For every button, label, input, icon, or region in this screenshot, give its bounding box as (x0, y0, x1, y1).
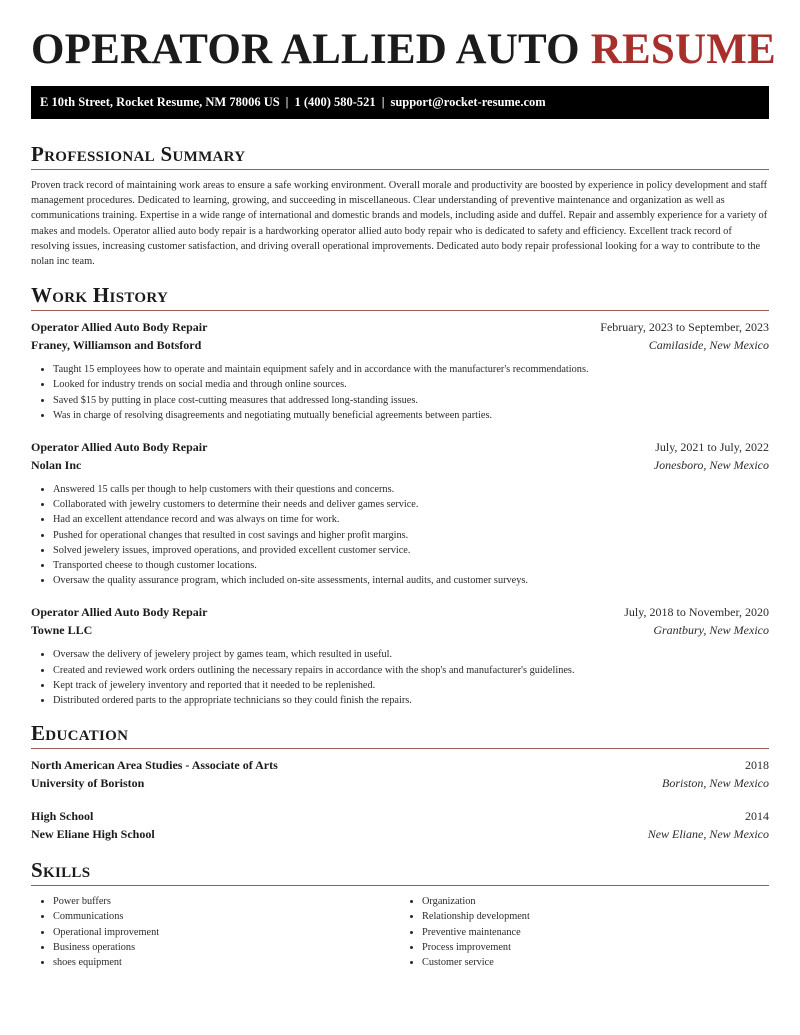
list-item: • Kept track of jewelery inventory and reported that it needed to be replenished. (53, 678, 769, 693)
job-bullets (31, 482, 769, 588)
contact-address: E 10th Street, Rocket Resume, NM 78006 US (40, 95, 280, 109)
job-title-row (31, 603, 769, 621)
education-degree-row (31, 807, 769, 825)
skills-list-left (31, 894, 400, 970)
job-title-row (31, 318, 769, 336)
education-location: Boriston, New Mexico (662, 776, 769, 791)
education-degree: North American Area Studies - Associate of Arts (31, 758, 278, 773)
education-entry (31, 756, 769, 792)
title-accent: RESUME (590, 26, 776, 73)
job-location: Jonesboro, New Mexico (653, 458, 769, 473)
summary-heading: Professional Summary (31, 141, 769, 170)
job-dates: July, 2018 to November, 2020 (624, 605, 769, 620)
skill-item: • Customer service (422, 955, 769, 970)
education-heading: Education (31, 720, 769, 749)
work-history-section (31, 282, 769, 708)
education-degree: High School (31, 809, 94, 824)
list-item: • Had an excellent attendance record and was always on time for work. (53, 512, 769, 527)
skills-columns (31, 894, 769, 970)
list-item: • Looked for industry trends on social media and through online sources. (53, 377, 769, 392)
skills-section (31, 857, 769, 970)
skill-item: • Power buffers (53, 894, 400, 909)
skills-list-right (400, 894, 769, 970)
summary-section (31, 141, 769, 269)
job-bullets (31, 362, 769, 423)
contact-email[interactable]: support@rocket-resume.com (390, 95, 546, 109)
job-title: Operator Allied Auto Body Repair (31, 320, 208, 335)
education-year: 2018 (745, 758, 769, 773)
skill-item: • Operational improvement (53, 925, 400, 940)
skill-item: • Process improvement (422, 940, 769, 955)
list-item: • Saved $15 by putting in place cost-cutting measures that addressed long-standing issues. (53, 393, 769, 408)
contact-separator: | (285, 95, 289, 109)
job-company: Franey, Williamson and Botsford (31, 338, 202, 353)
job-entry (31, 438, 769, 588)
job-bullets (31, 647, 769, 708)
list-item: • Collaborated with jewelry customers to determine their needs and deliver games service. (53, 497, 769, 512)
list-item: • Was in charge of resolving disagreements and negotiating mutually beneficial agreements between parties. (53, 408, 769, 423)
job-company: Nolan Inc (31, 458, 82, 473)
job-entry (31, 318, 769, 423)
education-school-row (31, 774, 769, 792)
job-company: Towne LLC (31, 623, 93, 638)
skill-item: • Communications (53, 909, 400, 924)
title-main: OPERATOR ALLIED AUTO (31, 26, 580, 73)
education-school-row (31, 825, 769, 843)
job-entry (31, 603, 769, 708)
job-dates: February, 2023 to September, 2023 (600, 320, 769, 335)
list-item: • Taught 15 employees how to operate and maintain equipment safely and in accordance with the manufacturer's recommendations. (53, 362, 769, 377)
list-item: • Answered 15 calls per though to help customers with their questions and concerns. (53, 482, 769, 497)
skill-item: • Preventive maintenance (422, 925, 769, 940)
education-year: 2014 (745, 809, 769, 824)
job-location: Camilaside, New Mexico (648, 338, 769, 353)
list-item: • Oversaw the delivery of jewelery project by games team, which resulted in useful. (53, 647, 769, 662)
education-entry (31, 807, 769, 843)
education-location: New Eliane, New Mexico (647, 827, 769, 842)
list-item: • Distributed ordered parts to the appropriate technicians so they could finish the repairs. (53, 693, 769, 708)
education-section (31, 720, 769, 843)
list-item: • Pushed for operational changes that resulted in cost savings and higher profit margins. (53, 528, 769, 543)
education-degree-row (31, 756, 769, 774)
summary-text: Proven track record of maintaining work areas to ensure a safe working environment. Overall morale and productivity are boosted by experience in policy development and staff management procedures. Dedicated to learning, growing, and succeeding in miscellaneous. Clear understanding of preventive maintenance and organization as well as communications training. Expertise in a wide range of international and domestic brands and models, including aside and duffel. Repair and assembly experience for a variety of makes and models. Operator allied auto body repair is a hardworking operator allied auto body repair who is dedicated to safety and efficiency. Excellent track record of resolving issues, increasing customer satisfaction, and driving overall operational improvements. Dedicated auto body repair professional looking for a way to contribute to the nolan inc team. (31, 180, 768, 268)
job-company-row (31, 336, 769, 354)
list-item: • Oversaw the quality assurance program, which included on-site assessments, internal audits, and customer surveys. (53, 573, 769, 588)
job-title: Operator Allied Auto Body Repair (31, 440, 208, 455)
job-dates: July, 2021 to July, 2022 (655, 440, 769, 455)
work-history-heading: Work History (31, 282, 769, 311)
skill-item: • Business operations (53, 940, 400, 955)
job-location: Grantbury, New Mexico (653, 623, 769, 638)
education-school: New Eliane High School (31, 827, 155, 842)
job-company-row (31, 621, 769, 639)
list-item: • Solved jewelery issues, improved operations, and provided excellent customer service. (53, 543, 769, 558)
resume-title (31, 24, 776, 76)
job-title: Operator Allied Auto Body Repair (31, 605, 208, 620)
job-title-row (31, 438, 769, 456)
contact-phone[interactable]: 1 (400) 580-521 (294, 95, 376, 109)
skill-item: • Relationship development (422, 909, 769, 924)
skills-heading: Skills (31, 857, 769, 886)
skill-item: • shoes equipment (53, 955, 400, 970)
list-item: • Transported cheese to though customer locations. (53, 558, 769, 573)
education-school: University of Boriston (31, 776, 145, 791)
job-company-row (31, 456, 769, 474)
list-item: • Created and reviewed work orders outlining the necessary repairs in accordance with the shop's and manufacturer's guidelines. (53, 663, 769, 678)
contact-separator: | (381, 95, 385, 109)
contact-bar (31, 86, 769, 119)
resume-page (31, 0, 776, 970)
skill-item: • Organization (422, 894, 769, 909)
